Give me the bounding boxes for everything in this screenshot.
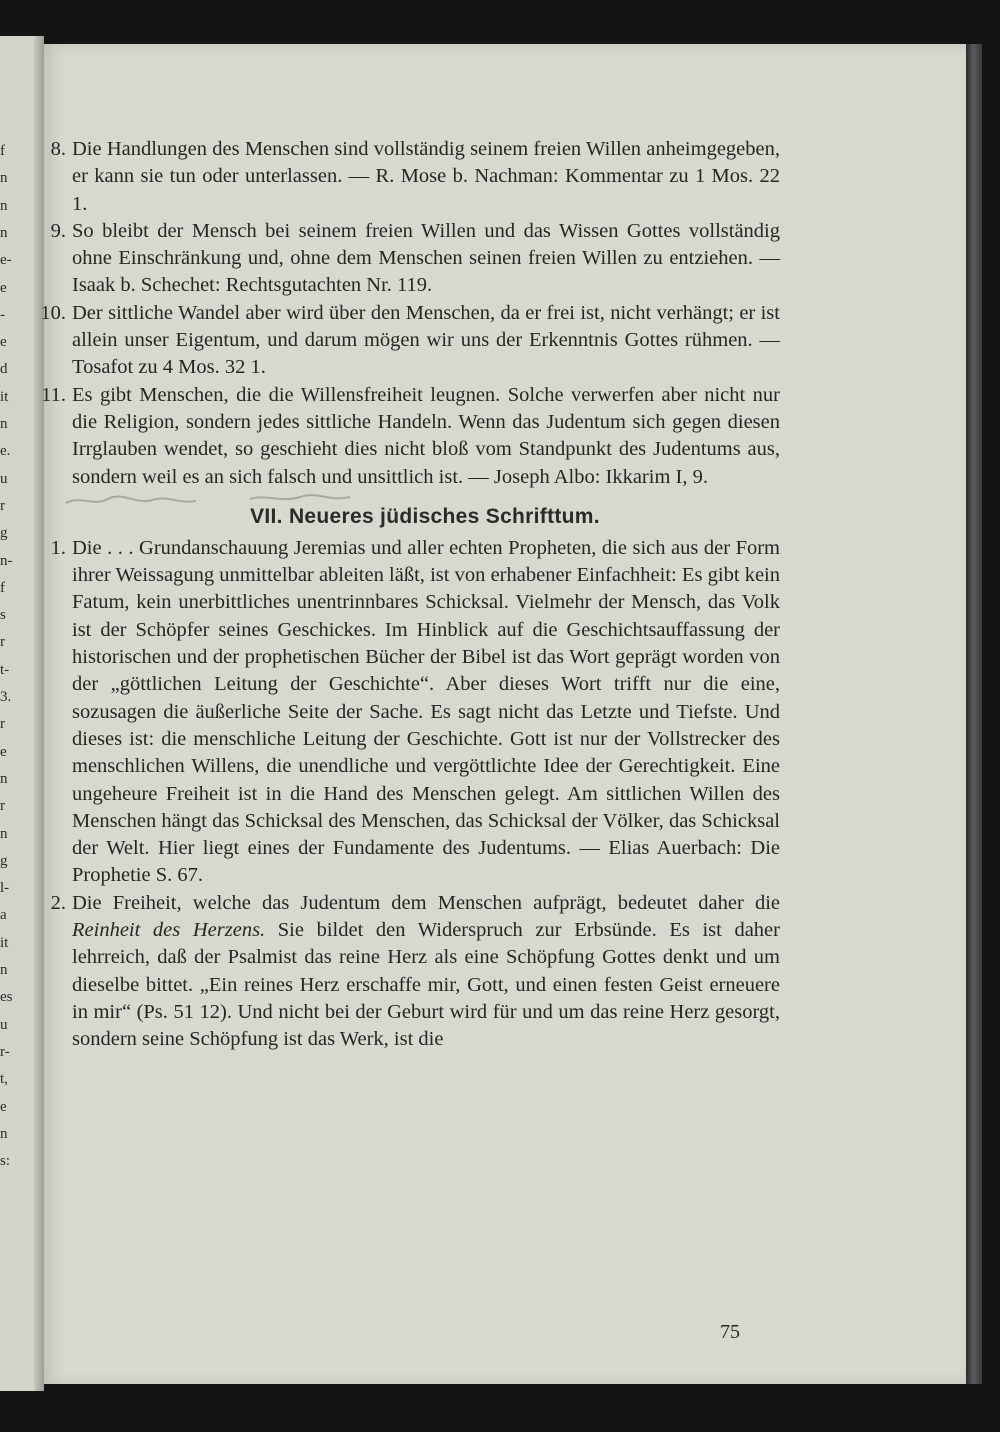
edge-char: e	[0, 280, 7, 296]
edge-char: l-	[0, 881, 10, 897]
entry-number: 10.	[40, 301, 66, 324]
edge-char: e-	[0, 253, 12, 269]
edge-char: n	[0, 198, 8, 214]
edge-char: a	[0, 908, 7, 924]
list-item	[41, 382, 780, 491]
edge-char: u	[0, 471, 8, 487]
edge-char: n	[0, 171, 8, 187]
entry-text-part: Sie bildet den Widerspruch zur Erbsünde. Es ist daher lehrreich, daß der Psalmist das reine Herz als eine Schöpfung Gottes denkt und um dieselbe bittet. „Ein reines Herz erschaffe mir, Gott, und einen festen Geist erneuere in mir“ (Ps. 51 12). Und nicht bei der Geburt wird für und um das reine Herz gesorgt, sondern seine Schöpfung ist das Werk, ist die	[72, 919, 780, 1051]
entry-number: 1.	[50, 536, 66, 559]
edge-char: f	[0, 144, 5, 159]
edge-char: s	[0, 608, 6, 624]
entry-number: 8.	[50, 138, 66, 160]
edge-char: g	[0, 853, 8, 869]
edge-char: n	[0, 963, 8, 978]
edge-char: n	[0, 417, 8, 432]
edge-char: n	[0, 225, 8, 241]
list-item	[40, 300, 780, 382]
section-title: VII. Neueres jüdisches Schrifttum.	[250, 504, 600, 528]
entry-text-part: Die Freiheit, welche das Judentum dem Menschen aufprägt, bedeutet daher die	[72, 891, 780, 914]
edge-char: e	[0, 744, 7, 760]
edge-char: e	[0, 335, 7, 351]
edge-char: n	[0, 826, 8, 842]
list-item	[50, 535, 780, 890]
edge-char: g	[0, 526, 8, 542]
section-heading-row	[70, 491, 780, 535]
edge-char: t-	[0, 662, 10, 678]
edge-char: r	[0, 717, 5, 733]
edge-char: s:	[0, 1154, 11, 1170]
list-item	[50, 136, 780, 218]
edge-char: r-	[0, 1044, 10, 1060]
edge-char: t,	[0, 1072, 8, 1088]
list-item	[50, 890, 780, 1054]
book-cover-edge	[966, 44, 982, 1384]
edge-char: it	[0, 935, 9, 951]
edge-char: n	[0, 771, 8, 787]
edge-char: r	[0, 498, 5, 514]
edge-char: 3.	[0, 690, 12, 705]
page-text	[40, 136, 780, 1054]
entry-number: 11.	[41, 383, 66, 406]
edge-char: u	[0, 1017, 8, 1033]
edge-char: d	[0, 362, 8, 378]
entry-text: Die . . . Grundanschauung Jeremias und aller echten Propheten, die sich aus der Form ihrer Weissagung unmittelbar ableiten läßt, ist von erhabener Einfachheit: Es gibt kein Fatum, kein unerbittliches unentrinnbares Schicksal. Vielmehr der Mensch, das Volk ist der Schöpfer seines Geschickes. Im Hinblick auf die Geschichtsauffassung der historischen und der prophetischen Bücher der Bibel ist das Wort geprägt worden von der „göttlichen Leitung der Geschichte“. Aber dieses Wort trifft nur die eine, sozusagen die äußerliche Seite der Sache. Es sagt nicht das Letzte und Tiefste. Und dieses ist: die menschliche Leitung der Geschichte. Gott ist nur der Vollstrecker des menschlichen Willens, die unendliche und vergöttlichte Idee der Gerechtigkeit. Eine ungeheure Freiheit ist in die Hand des Menschen gelegt. Am sittlichen Willen des Menschen hängt das Schicksal des Menschen, das Schicksal der Völker, das Schicksal der Welt. Hier liegt eines der Fundamente des Judentums. — Elias Auerbach: Die Prophetie S. 67.	[72, 536, 780, 887]
book-page	[40, 44, 966, 1384]
entry-text: Es gibt Menschen, die die Willensfreiheit leugnen. Solche verwerfen aber nicht nur die Religion, sondern jedes sittliche Handeln. Wenn das Judentum sich gegen diesen Irrglauben wendet, so geschieht dies nicht bloß vom Standpunkt des Judentums aus, sondern weil es an sich falsch und unsittlich ist. — Joseph Albo: Ikkarim I, 9.	[72, 383, 780, 488]
edge-char: r	[0, 635, 5, 651]
emphasized-phrase: Reinheit des Herzens.	[72, 919, 266, 942]
entry-text: Die Handlungen des Menschen sind vollständig seinem freien Willen anheimgegeben, er kann sie tun oder unterlassen. — R. Mose b. Nachman: Kommentar zu 1 Mos. 22 1.	[72, 138, 780, 215]
edge-char: r	[0, 799, 5, 815]
facing-page-text-fragments	[0, 36, 12, 1391]
edge-char: e.	[0, 444, 11, 460]
facing-page-edge	[0, 36, 44, 1391]
edge-char: e	[0, 1099, 7, 1115]
entry-text	[72, 890, 780, 1054]
edge-char: n-	[0, 553, 12, 569]
edge-char: f	[0, 580, 5, 596]
edge-char: n	[0, 1126, 8, 1142]
page-number: 75	[720, 1321, 740, 1343]
entry-text: So bleibt der Mensch bei seinem freien Willen und das Wissen Gottes vollständig ohne Einschränkung und, ohne dem Menschen seinen freien Willen zu entziehen. — Isaak b. Schechet: Rechtsgutachten Nr. 119.	[72, 219, 780, 297]
entry-number: 9.	[50, 219, 66, 242]
entry-text: Der sittliche Wandel aber wird über den Menschen, da er frei ist, nicht verhängt; er ist allein unser Eigentum, und darum mögen wir uns der Erkenntnis Gottes rühmen. — Tosafot zu 4 Mos. 32 1.	[72, 301, 780, 379]
edge-char: -	[0, 307, 5, 323]
edge-char: es	[0, 990, 12, 1006]
edge-char: it	[0, 389, 9, 405]
list-item	[50, 218, 780, 300]
entry-number: 2.	[50, 891, 66, 914]
